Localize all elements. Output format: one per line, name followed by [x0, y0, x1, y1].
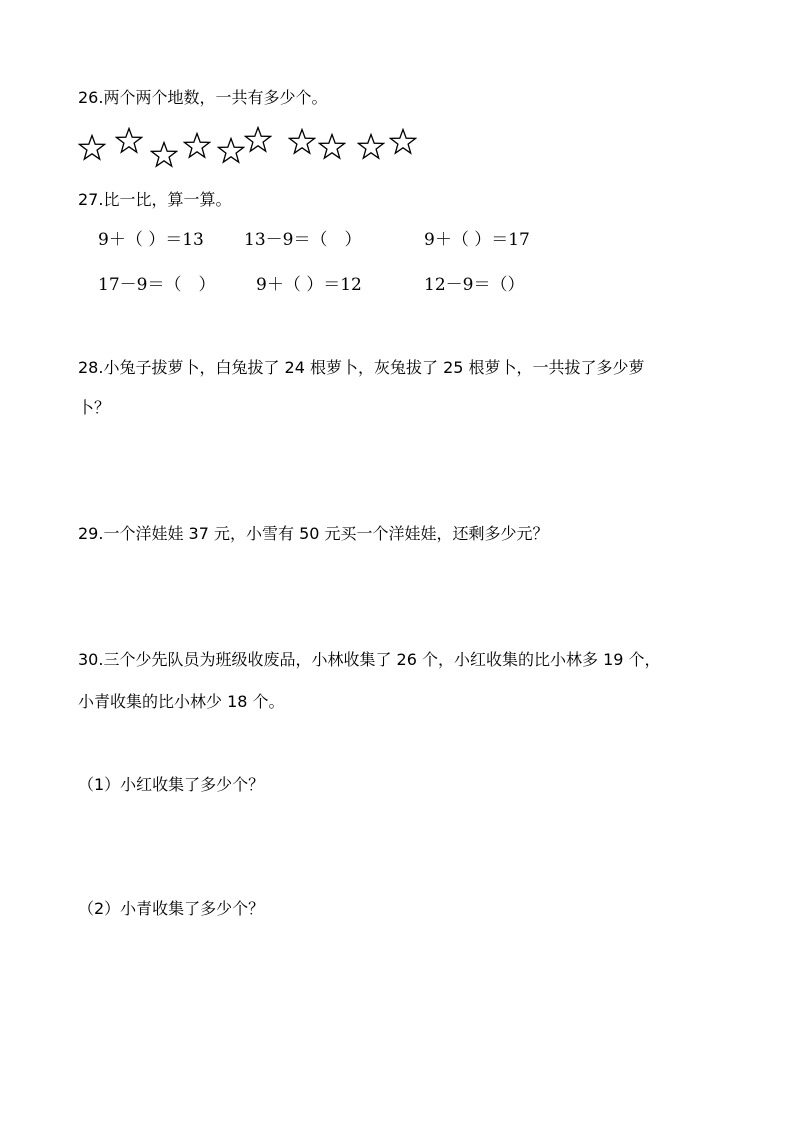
question-30-line-1: 30.三个少先队员为班级收废品，小林收集了 26 个，小红收集的比小林多 19 个，: [78, 650, 661, 669]
question-30-line-2: 小青收集的比小林少 18 个。: [78, 692, 285, 711]
equation: 9＋（ ）＝12: [256, 275, 362, 295]
question-30-sub-2: （2）小青收集了多少个？: [78, 899, 265, 918]
question-28-line-1: 28.小兔子拔萝卜，白兔拔了 24 根萝卜，灰兔拔了 25 根萝卜，一共拔了多少萝: [78, 358, 645, 377]
star-outline-icon: [183, 132, 211, 160]
star-outline-icon: [357, 133, 385, 161]
star-outline-icon: [150, 141, 178, 169]
star-outline-icon: [217, 137, 245, 165]
equation: 12－9＝（）: [424, 275, 525, 295]
star-outline-icon: [244, 126, 272, 154]
star-outline-icon: [288, 128, 316, 156]
equation: 9＋（ ）＝17: [424, 230, 530, 250]
question-29-text: 29.一个洋娃娃 37 元，小雪有 50 元买一个洋娃娃，还剩多少元？: [78, 524, 549, 543]
star-row: [0, 0, 794, 180]
question-30-sub-1: （1）小红收集了多少个？: [78, 775, 265, 794]
star-outline-icon: [389, 128, 417, 156]
star-outline-icon: [318, 133, 346, 161]
equation: 9＋（ ）＝13: [98, 230, 204, 250]
question-27-text: 27.比一比，算一算。: [78, 190, 232, 209]
star-outline-icon: [115, 127, 143, 155]
star-outline-icon: [78, 134, 106, 162]
equation: 17－9＝（ ）: [98, 275, 216, 295]
equation: 13－9＝（ ）: [244, 230, 362, 250]
question-28-line-2: 卜？: [78, 398, 111, 417]
question-26-text: 26.两个两个地数，一共有多少个。: [78, 88, 328, 107]
